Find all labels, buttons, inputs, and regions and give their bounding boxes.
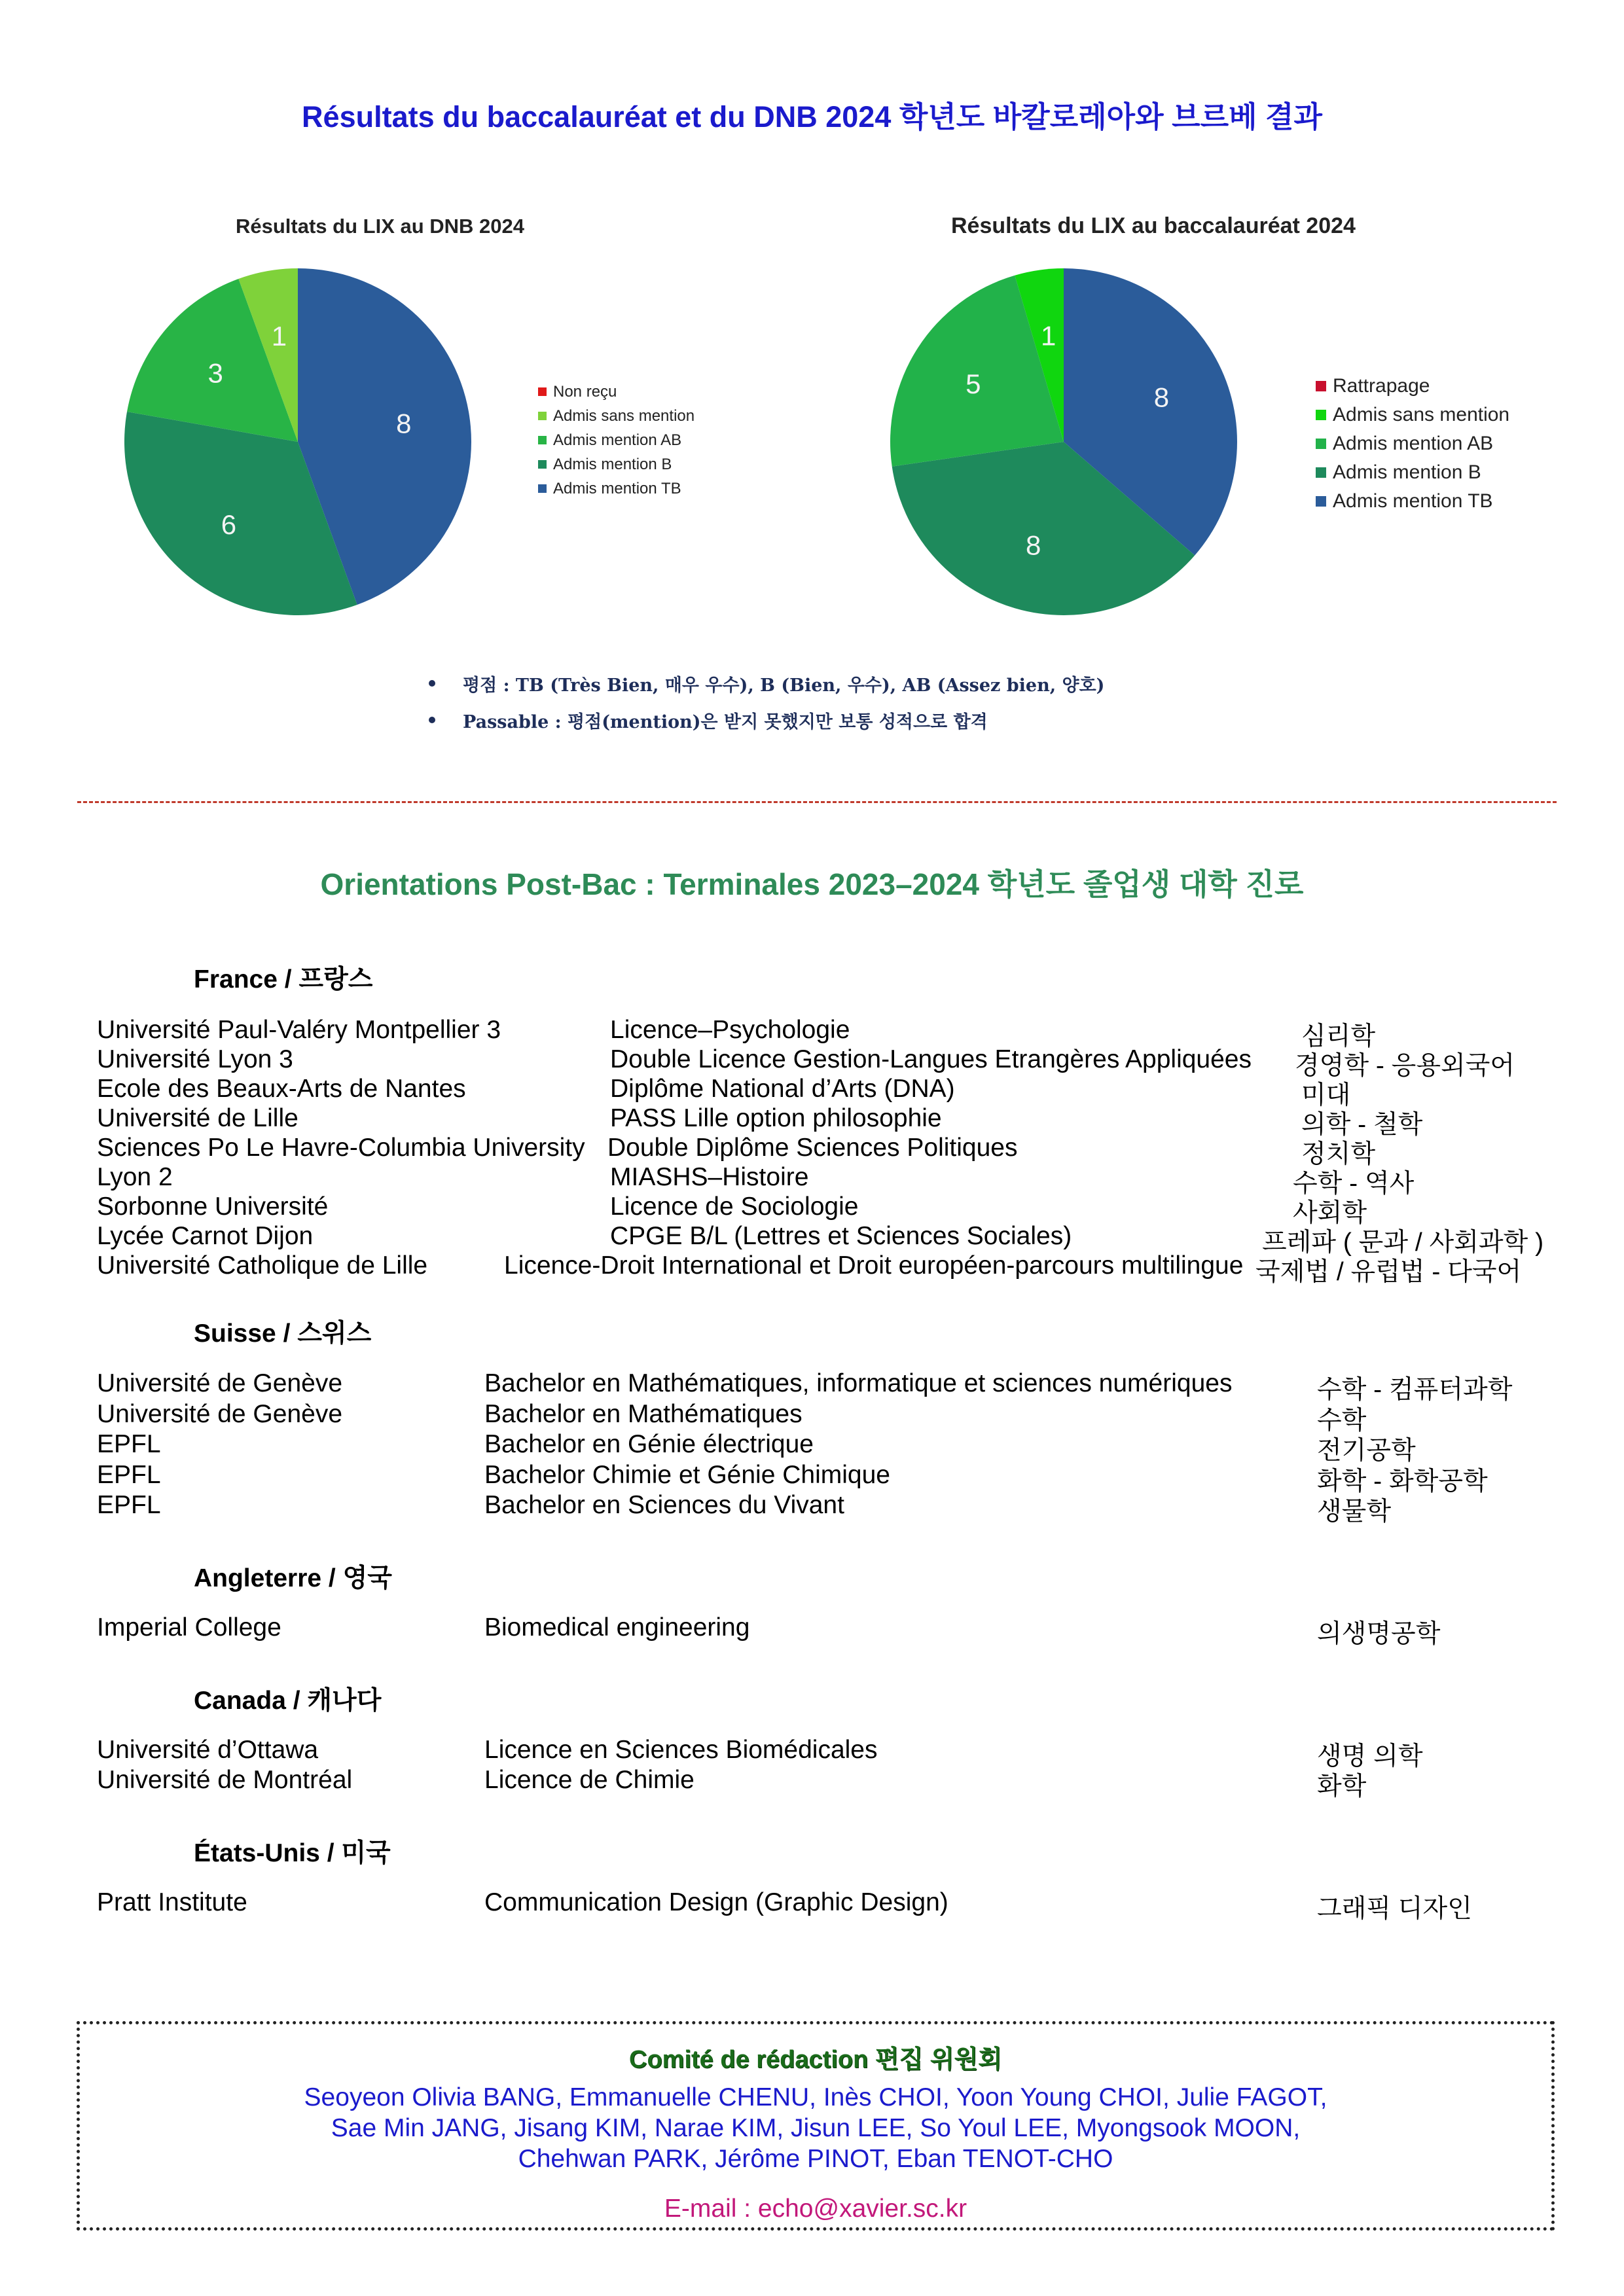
legend-label: Non reçu	[553, 382, 617, 401]
program-korean: 사회학	[1293, 1199, 1367, 1227]
legend-swatch	[1316, 381, 1326, 391]
legend-item	[538, 428, 695, 452]
legend-swatch	[1316, 439, 1326, 449]
note-text: 평점 : TB (Très Bien, 매우 우수), B (Bien, 우수), AB (Assez bien, 양호)	[463, 675, 1105, 696]
legend-label: Rattrapage	[1333, 375, 1430, 397]
bullet-icon	[429, 717, 435, 723]
legend-swatch	[1316, 410, 1326, 420]
legend-swatch	[538, 460, 547, 469]
committee-names	[80, 2082, 1551, 2174]
institution-name: Université de Montréal	[97, 1766, 353, 1794]
institution-name: Université de Genève	[97, 1369, 343, 1397]
legend-swatch	[538, 436, 547, 444]
legend-item	[1316, 372, 1509, 401]
committee-box	[77, 2021, 1555, 2231]
program-name: Licence-Droit International et Droit européen-parcours multilingue	[504, 1251, 1244, 1280]
program-name: Licence de Chimie	[484, 1766, 695, 1794]
institution-name: Université Lyon 3	[97, 1045, 293, 1073]
program-name: Bachelor en Sciences du Vivant	[484, 1491, 844, 1519]
chart-dnb-pie	[115, 259, 481, 625]
legend-label: Admis mention TB	[553, 479, 681, 497]
institution-name: Sorbonne Université	[97, 1193, 329, 1221]
chart-dnb-legend	[538, 380, 695, 501]
legend-item	[1316, 458, 1509, 487]
program-korean: 화학	[1317, 1772, 1367, 1801]
legend-item	[1316, 487, 1509, 516]
bullet-icon	[429, 680, 435, 687]
grading-notes	[429, 665, 1104, 738]
legend-item	[1316, 401, 1509, 429]
institution-name: Université Catholique de Lille	[97, 1251, 428, 1280]
country-heading-usa: États-Unis / 미국	[194, 1839, 391, 1867]
program-name: Licence en Sciences Biomédicales	[484, 1736, 878, 1764]
pie-slice-label: 5	[965, 368, 981, 400]
program-korean: 수학	[1317, 1406, 1367, 1435]
pie-slice-label: 8	[1026, 529, 1041, 561]
program-korean: 미대	[1301, 1081, 1351, 1109]
country-heading-canada: Canada / 캐나다	[194, 1687, 382, 1715]
chart-dnb-title: Résultats du LIX au DNB 2024	[236, 215, 525, 238]
legend-item	[538, 380, 695, 404]
committee-names-line: Chehwan PARK, Jérôme PINOT, Eban TENOT-CHO	[518, 2145, 1113, 2173]
institution-name: Université de Genève	[97, 1399, 343, 1428]
program-name: Bachelor en Mathématiques	[484, 1399, 803, 1428]
institution-name: Université de Lille	[97, 1104, 298, 1132]
section-divider	[77, 801, 1557, 803]
note-item	[429, 702, 1104, 738]
pie-slice-label: 8	[1153, 382, 1170, 413]
program-name: Double Licence Gestion-Langues Etrangères Appliquées	[610, 1045, 1252, 1073]
country-heading-france: France / 프랑스	[194, 965, 373, 994]
pie-slice-label: 1	[1040, 320, 1056, 351]
program-korean: 그래픽 디자인	[1317, 1895, 1472, 1923]
program-korean: 화학 - 화학공학	[1317, 1467, 1488, 1496]
program-name: Double Diplôme Sciences Politiques	[607, 1134, 1018, 1162]
program-name: Diplôme National d’Arts (DNA)	[610, 1075, 955, 1103]
legend-item	[1316, 429, 1509, 458]
legend-item	[538, 476, 695, 501]
institution-name: EPFL	[97, 1491, 161, 1519]
page-title: Résultats du baccalauréat et du DNB 2024 학년도 바칼로레아와 브르베 결과	[302, 100, 1322, 134]
committee-email[interactable]: E-mail : echo@xavier.sc.kr	[664, 2195, 967, 2223]
program-korean: 심리학	[1301, 1022, 1376, 1050]
institution-name: Ecole des Beaux-Arts de Nantes	[97, 1075, 466, 1103]
program-korean: 정치학	[1301, 1140, 1376, 1168]
legend-label: Admis sans mention	[1333, 404, 1510, 425]
committee-title: Comité de rédaction 편집 위원회	[629, 2046, 1002, 2073]
program-name: Bachelor en Génie électrique	[484, 1430, 814, 1458]
legend-swatch	[538, 412, 547, 420]
institution-name: Sciences Po Le Havre-Columbia University	[97, 1134, 585, 1162]
program-korean: 생명 의학	[1317, 1742, 1423, 1770]
country-heading-angleterre: Angleterre / 영국	[194, 1564, 392, 1592]
orientation-title: Orientations Post-Bac : Terminales 2023–2024 학년도 졸업생 대학 진로	[320, 867, 1304, 901]
legend-label: Admis mention B	[1333, 461, 1481, 483]
program-korean: 의학 - 철학	[1301, 1111, 1423, 1139]
institution-name: Imperial College	[97, 1613, 281, 1641]
program-korean: 국제법 / 유럽법 - 다국어	[1255, 1258, 1522, 1286]
legend-label: Admis mention AB	[553, 431, 682, 449]
institution-name: EPFL	[97, 1430, 161, 1458]
program-korean: 전기공학	[1317, 1437, 1416, 1465]
legend-swatch	[538, 387, 547, 396]
institution-name: EPFL	[97, 1460, 161, 1489]
program-korean: 생물학	[1317, 1498, 1392, 1526]
committee-names-line: Seoyeon Olivia BANG, Emmanuelle CHENU, Inès CHOI, Yoon Young CHOI, Julie FAGOT,	[304, 2083, 1327, 2111]
program-korean: 경영학 - 응용외국어	[1295, 1052, 1515, 1080]
institution-name: Lyon 2	[97, 1163, 173, 1191]
institution-name: Université Paul-Valéry Montpellier 3	[97, 1016, 501, 1044]
legend-swatch	[1316, 467, 1326, 478]
legend-swatch	[1316, 496, 1326, 507]
legend-swatch	[538, 484, 547, 493]
program-name: MIASHS–Histoire	[610, 1163, 809, 1191]
legend-label: Admis mention AB	[1333, 433, 1494, 454]
legend-label: Admis mention B	[553, 455, 672, 473]
institution-name: Lycée Carnot Dijon	[97, 1222, 314, 1250]
country-heading-suisse: Suisse / 스위스	[194, 1319, 372, 1348]
program-name: PASS Lille option philosophie	[610, 1104, 942, 1132]
legend-item	[538, 452, 695, 476]
chart-bac-pie	[880, 259, 1247, 625]
program-name: Communication Design (Graphic Design)	[484, 1888, 948, 1916]
legend-label: Admis sans mention	[553, 406, 695, 425]
program-korean: 프레파 ( 문과 / 사회과학 )	[1262, 1229, 1544, 1257]
program-name: Bachelor Chimie et Génie Chimique	[484, 1460, 890, 1489]
legend-label: Admis mention TB	[1333, 490, 1493, 512]
committee-names-line: Sae Min JANG, Jisang KIM, Narae KIM, Jisun LEE, So Youl LEE, Myongsook MOON,	[331, 2114, 1301, 2142]
program-name: Bachelor en Mathématiques, informatique et sciences numériques	[484, 1369, 1233, 1397]
pie-slice-label: 8	[396, 408, 412, 439]
pie-slice-label: 3	[208, 357, 223, 389]
program-korean: 의생명공학	[1317, 1620, 1441, 1648]
legend-item	[538, 404, 695, 428]
program-name: Licence–Psychologie	[610, 1016, 850, 1044]
pie-slice-label: 6	[221, 509, 237, 540]
chart-bac-title: Résultats du LIX au baccalauréat 2024	[951, 213, 1356, 238]
note-item	[429, 665, 1104, 702]
chart-bac-legend	[1316, 372, 1509, 516]
institution-name: Université d’Ottawa	[97, 1736, 319, 1764]
program-name: CPGE B/L (Lettres et Sciences Sociales)	[610, 1222, 1072, 1250]
program-name: Licence de Sociologie	[610, 1193, 859, 1221]
note-text: Passable : 평점(mention)은 받지 못했지만 보통 성적으로 합격	[463, 711, 988, 732]
program-name: Biomedical engineering	[484, 1613, 750, 1641]
institution-name: Pratt Institute	[97, 1888, 247, 1916]
program-korean: 수학 - 컴퓨터과학	[1317, 1376, 1513, 1404]
program-korean: 수학 - 역사	[1293, 1170, 1415, 1198]
pie-slice-label: 1	[271, 321, 287, 352]
